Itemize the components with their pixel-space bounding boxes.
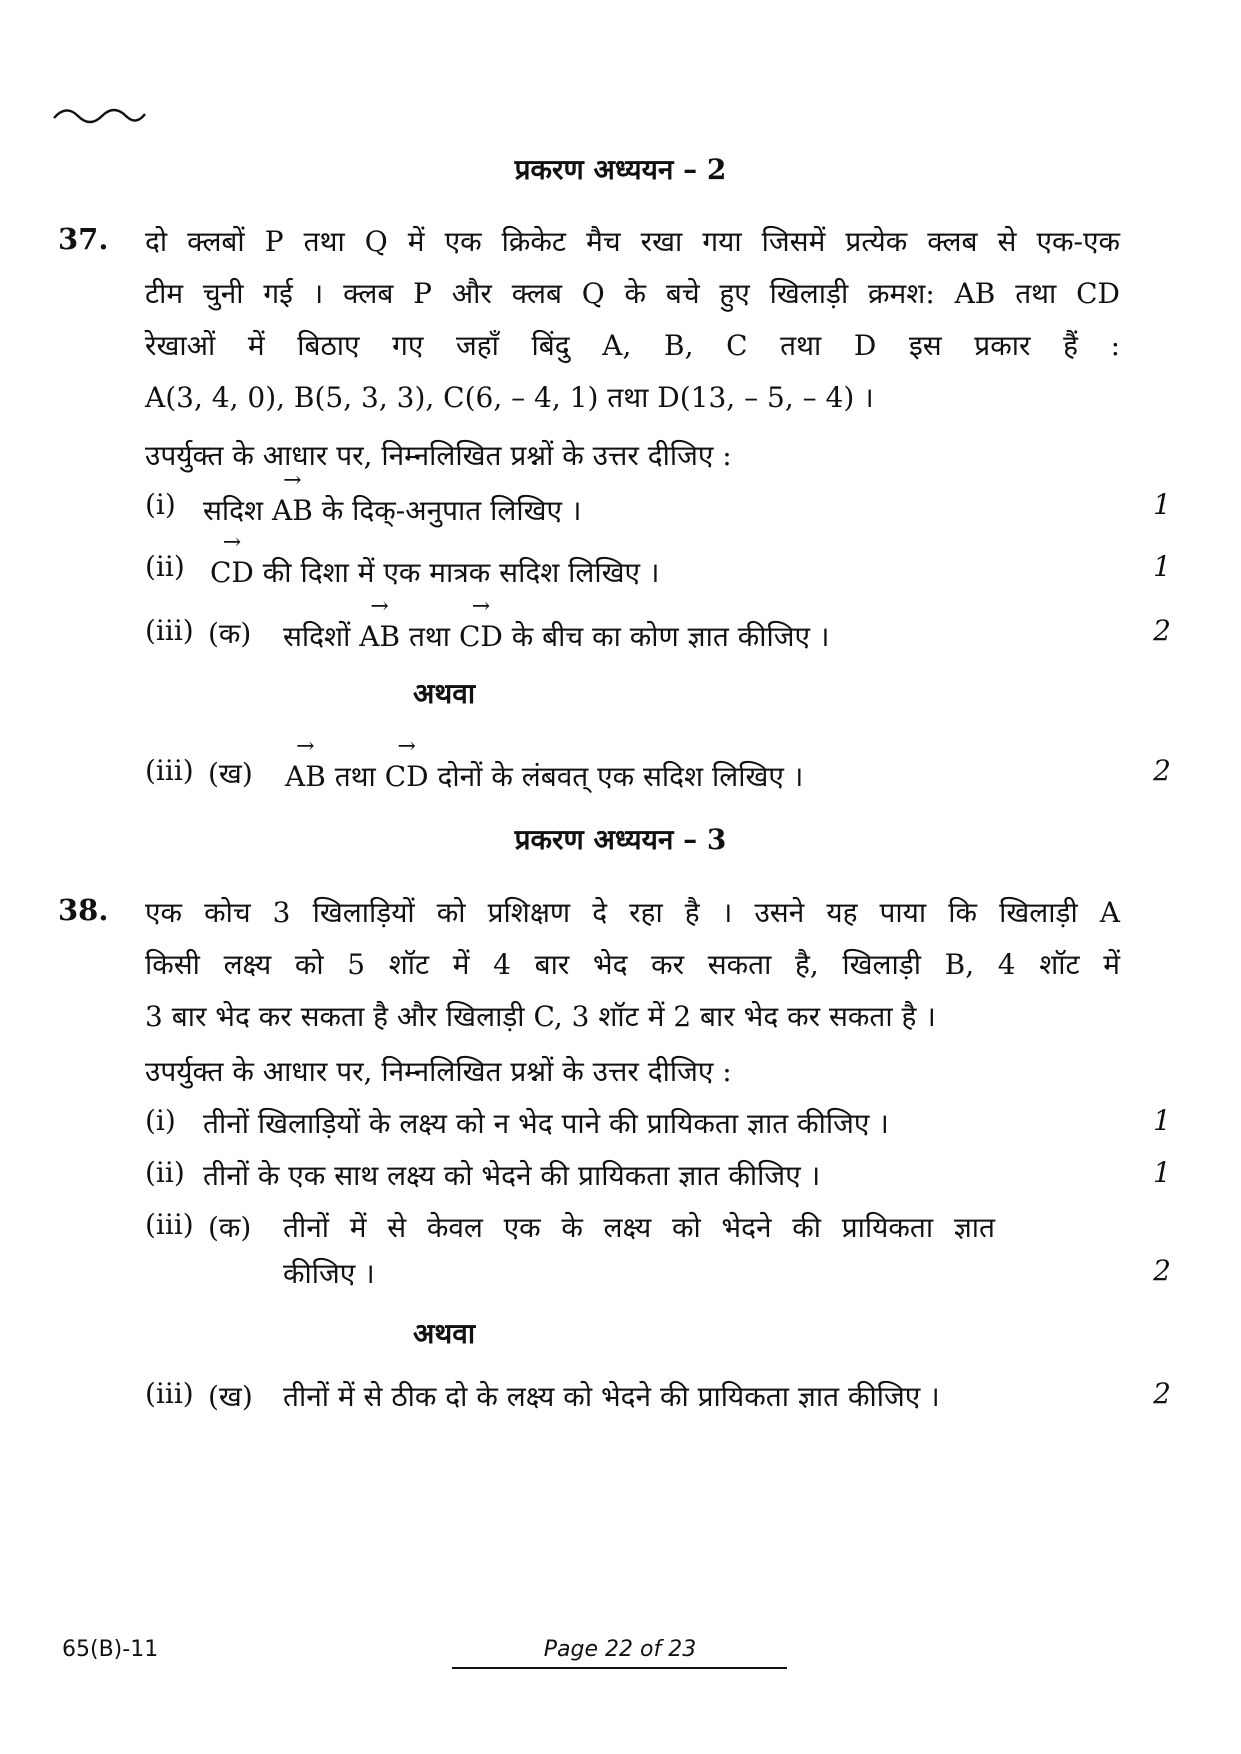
vector-ab: [272, 468, 313, 527]
part-iii-a-post: के बीच का कोण ज्ञात कीजिए ।: [511, 620, 830, 653]
q38-part-ii-text: तीनों के एक साथ लक्ष्य को भेदने की प्रायिकता ज्ञात कीजिए ।: [203, 1159, 821, 1192]
vector-ab: [359, 594, 401, 653]
vector-arrow-icon: →: [397, 734, 416, 759]
vector-arrow-icon: →: [471, 594, 491, 619]
question-37-line-2: टीम चुनी गई । क्लब P और क्लब Q के बचे हुए खिलाड़ी क्रमश: AB तथा CD: [145, 277, 1120, 310]
vector-ab-label: AB: [285, 760, 326, 793]
part-iii-a-number: (iii): [145, 614, 194, 647]
vector-cd-label: CD: [384, 760, 429, 793]
q38-part-iii-b-label: (ख): [208, 1380, 253, 1413]
q38-part-iii-a-text-line-2: कीजिए ।: [283, 1257, 375, 1290]
vector-cd: [384, 734, 429, 793]
part-iii-a-marks: 2: [1153, 614, 1171, 647]
q38-part-iii-b-marks: 2: [1153, 1377, 1171, 1410]
part-iii-b-label: (ख): [208, 757, 253, 790]
q38-part-i-number: (i): [145, 1104, 176, 1137]
q38-part-iii-b-number: (iii): [145, 1377, 194, 1410]
part-iii-a-mid: तथा: [408, 620, 451, 653]
wave-decoration-icon: [52, 100, 147, 128]
part-i-marks: 1: [1153, 488, 1171, 521]
q38-part-i-text: तीनों खिलाड़ियों के लक्ष्य को न भेद पाने की प्रायिकता ज्ञात कीजिए ।: [203, 1107, 889, 1140]
question-38-line-1: एक कोच 3 खिलाड़ियों को प्रशिक्षण दे रहा है । उसने यह पाया कि खिलाड़ी A: [145, 896, 1120, 929]
vector-cd-label: CD: [210, 556, 254, 589]
part-i-text: [203, 468, 582, 529]
question-38-line-2: किसी लक्ष्य को 5 शॉट में 4 बार भेद कर सकता है, खिलाड़ी B, 4 शॉट में: [145, 948, 1120, 981]
or-separator: अथवा: [413, 677, 476, 710]
page-number: Page 22 of 23: [543, 1637, 697, 1662]
q38-part-iii-a-label: (क): [208, 1211, 252, 1244]
vector-arrow-icon: →: [370, 594, 389, 619]
question-37-line-1: दो क्लबों P तथा Q में एक क्रिकेट मैच रखा गया जिसमें प्रत्येक क्लब से एक-एक: [145, 225, 1120, 258]
q38-part-iii-a-number: (iii): [145, 1208, 194, 1241]
part-iii-b-post: दोनों के लंबवत् एक सदिश लिखिए ।: [437, 760, 804, 793]
part-iii-b-number: (iii): [145, 754, 194, 787]
part-iii-a-text: [283, 594, 830, 655]
question-38-instruction: उपर्युक्त के आधार पर, निम्नलिखित प्रश्नों के उत्तर दीजिए :: [145, 1055, 732, 1088]
q38-part-iii-a-marks: 2: [1153, 1254, 1171, 1287]
part-iii-a-label: (क): [208, 617, 252, 650]
vector-arrow-icon: →: [222, 530, 242, 555]
q38-part-iii-a-text-line-1: तीनों में से केवल एक के लक्ष्य को भेदने की प्रायिकता ज्ञात: [283, 1211, 995, 1244]
q38-part-ii-marks: 1: [1153, 1156, 1171, 1189]
footer-divider: [452, 1667, 787, 1669]
part-i-pre: सदिश: [203, 494, 264, 527]
part-i-post: के दिक्-अनुपात लिखिए ।: [321, 494, 582, 527]
q38-part-i-marks: 1: [1153, 1104, 1171, 1137]
question-37-line-3: रेखाओं में बिठाए गए जहाँ बिंदु A, B, C तथा D इस प्रकार हैं :: [145, 329, 1120, 362]
question-37-instruction: उपर्युक्त के आधार पर, निम्नलिखित प्रश्नों के उत्तर दीजिए :: [145, 439, 732, 472]
question-38-line-3: 3 बार भेद कर सकता है और खिलाड़ी C, 3 शॉट में 2 बार भेद कर सकता है ।: [145, 1000, 936, 1033]
vector-cd: [210, 530, 254, 589]
paper-code: 65(B)-11: [62, 1637, 159, 1662]
question-38-number: 38.: [58, 893, 109, 927]
part-iii-b-mid: तथा: [334, 760, 376, 793]
question-37-line-4: A(3, 4, 0), B(5, 3, 3), C(6, – 4, 1) तथा D(13, – 5, – 4) ।: [145, 381, 874, 414]
part-iii-b-text: [285, 734, 804, 795]
part-ii-number: (ii): [145, 550, 185, 583]
case-study-2-heading: प्रकरण अध्ययन – 2: [514, 153, 727, 186]
vector-cd-label: CD: [458, 620, 503, 653]
part-ii-marks: 1: [1153, 550, 1171, 583]
q38-part-ii-number: (ii): [145, 1156, 185, 1189]
case-study-3-heading: प्रकरण अध्ययन – 3: [514, 823, 727, 856]
q38-part-iii-b-text: तीनों में से ठीक दो के लक्ष्य को भेदने की प्रायिकता ज्ञात कीजिए ।: [283, 1380, 940, 1413]
vector-arrow-icon: →: [283, 468, 302, 493]
part-ii-text: [210, 530, 660, 591]
question-37-number: 37.: [58, 222, 109, 256]
vector-ab-label: AB: [359, 620, 401, 653]
q38-or-separator: अथवा: [413, 1317, 476, 1350]
vector-ab-label: AB: [272, 494, 313, 527]
part-i-number: (i): [145, 488, 176, 521]
part-ii-post: की दिशा में एक मात्रक सदिश लिखिए ।: [262, 556, 660, 589]
part-iii-b-marks: 2: [1153, 754, 1171, 787]
vector-cd: [458, 594, 503, 653]
vector-ab: [285, 734, 326, 793]
part-iii-a-pre: सदिशों: [283, 620, 351, 653]
vector-arrow-icon: →: [296, 734, 315, 759]
